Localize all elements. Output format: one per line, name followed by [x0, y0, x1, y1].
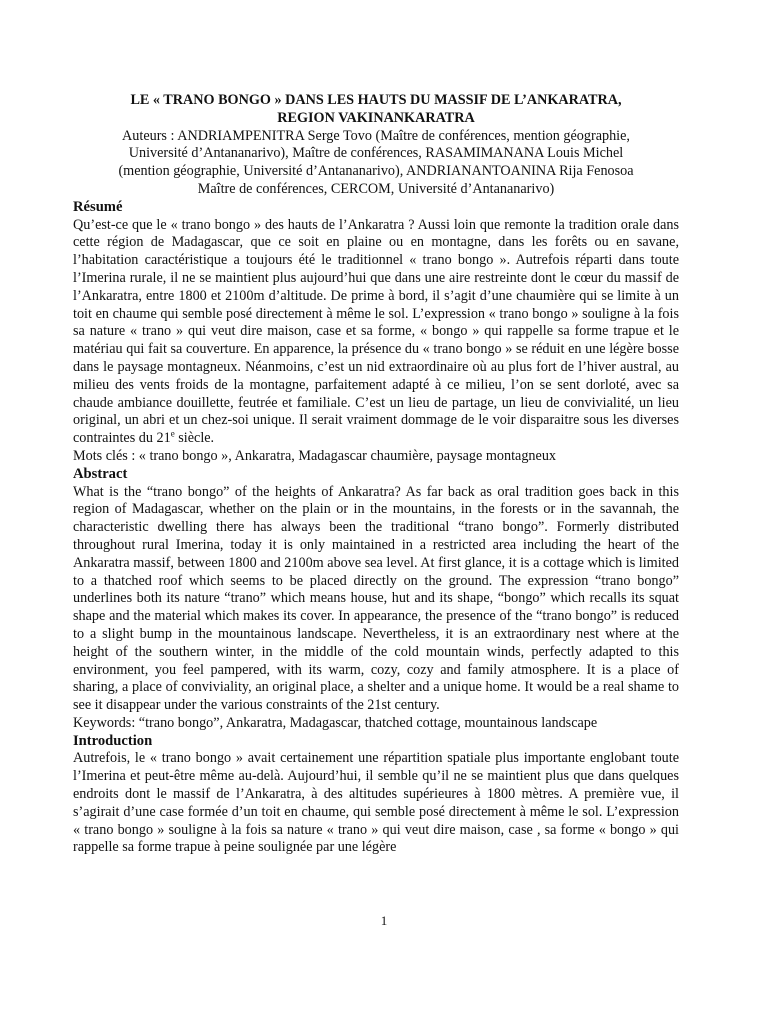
abstract-body: What is the “trano bongo” of the heights of Ankaratra? As far back as oral tradition goes back in this region of Madagascar, whether on the plain or in the mountains, in the forests or in the savannah, the characteristic dwelling there has always been the traditional “trano bongo”. Formerly distributed throughout rural Imerina, today it is only maintained in a restricted area including the heart of the Ankaratra massif, between 1800 and 2100m above sea level. At first glance, it is a cottage which is limited to a thatched roof which seems to be placed directly on the ground. The expression “trano bongo” underlines both its nature “trano” which means house, hut and its shape, “bongo” which recalls its squat shape and the material which makes its cover. In appearance, the presence of the “trano bongo” is reduced to a slight bump in the mountainous landscape. Nevertheless, it is an extraordinary nest where at the height of the southern winter, in the middle of the cold mountain winds, perfectly adapted to this environment, you feel pampered, with its warm, cozy, cozy and family atmosphere. It is a place of sharing, a place of conviviality, an original place, a shelter and a unique home. It would be a real shame to see it disappear under the various constraints of the 21st century.	[73, 483, 679, 714]
title-line-2: REGION VAKINANKARATRA	[277, 109, 475, 126]
title-line-1: LE « TRANO BONGO » DANS LES HAUTS DU MASSIF DE L’ANKARATRA,	[130, 92, 622, 108]
authors-line-2: Université d’Antananarivo), Maître de conférences, RASAMIMANANA Louis Michel	[128, 145, 624, 162]
document-title	[73, 92, 679, 128]
resume-heading: Résumé	[73, 198, 123, 215]
document-page	[73, 92, 679, 857]
abstract-keywords: Keywords: “trano bongo”, Ankaratra, Madagascar, thatched cottage, mountainous landscape	[73, 714, 598, 731]
century-superscript: e	[170, 428, 175, 439]
page-number: 1	[380, 913, 388, 928]
authors-line-3: (mention géographie, Université d’Antananarivo), ANDRIANANTOANINA Rija Fenosoa	[118, 163, 634, 180]
introduction-body: Autrefois, le « trano bongo » avait certainement une répartition spatiale plus importante englobant toute l’Imerina et peut-être même au-delà. Aujourd’hui, il semble qu’il ne se maintient plus que dans quelques endroits dont le massif de l’Ankaratra, à des altitudes supérieures à 1800 mètres. A première vue, il s’agirait d’une case formée d’un toit en chaume, qui semble posé directement à même le sol. L’expression « trano bongo » souligne à la fois sa nature « trano » qui veut dire maison, case , sa forme « bongo » qui rappelle sa forme trapue à peine soulignée par une légère	[73, 750, 679, 856]
resume-keywords: Mots clés : « trano bongo », Ankaratra, Madagascar chaumière, paysage montagneux	[73, 447, 557, 464]
authors-line-1: Auteurs : ANDRIAMPENITRA Serge Tovo (Maître de conférences, mention géographie,	[122, 127, 630, 144]
introduction-heading: Introduction	[73, 732, 153, 749]
resume-text: Qu’est-ce que le « trano bongo » des hauts de l’Ankaratra ? Aussi loin que remonte la tradition orale dans cette région de Madagascar, que ce soit en plaine ou en montagne, dans les forêts ou en savane, l’habitation caractéristique a toujours été le traditionnel « trano bongo ». Autrefois réparti dans toute l’Imerina rurale, il ne se maintient plus aujourd’hui que dans une aire restreinte dont le cœur du massif de l’Ankaratra, entre 1800 et 2100m d’altitude. De prime à bord, il s’agit d’une chaumière qui se limite à un toit en chaume qui semble posé directement à même le sol. L’expression « trano bongo » souligne à la fois sa nature « trano » qui veut dire maison, case et sa forme, « bongo » qui rappelle sa forme trapue et le matériau qui fait sa couverture. En apparence, la présence du « trano bongo » se réduit en une légère bosse dans le paysage montagneux. Néanmoins, c’est un nid extraordinaire où au plus fort de l’hiver austral, au milieu des vents froids de la montagne, parfaitement adapté à ce milieu, l’on se sent dorloté, avec sa chaude ambiance douillette, feutrée et familiale. C’est un lieu de partage, un lieu de convivialité, un lieu original, un abri et un chez-soi unique. Il serait vraiment dommage de le voir disparaitre sous les diverses contraintes du 21	[73, 216, 679, 447]
resume-body	[73, 217, 679, 448]
authors-line-4: Maître de conférences, CERCOM, Université d’Antananarivo)	[197, 180, 555, 197]
abstract-heading: Abstract	[73, 465, 128, 482]
authors-block	[73, 128, 679, 199]
resume-text-end: siècle.	[174, 430, 215, 447]
